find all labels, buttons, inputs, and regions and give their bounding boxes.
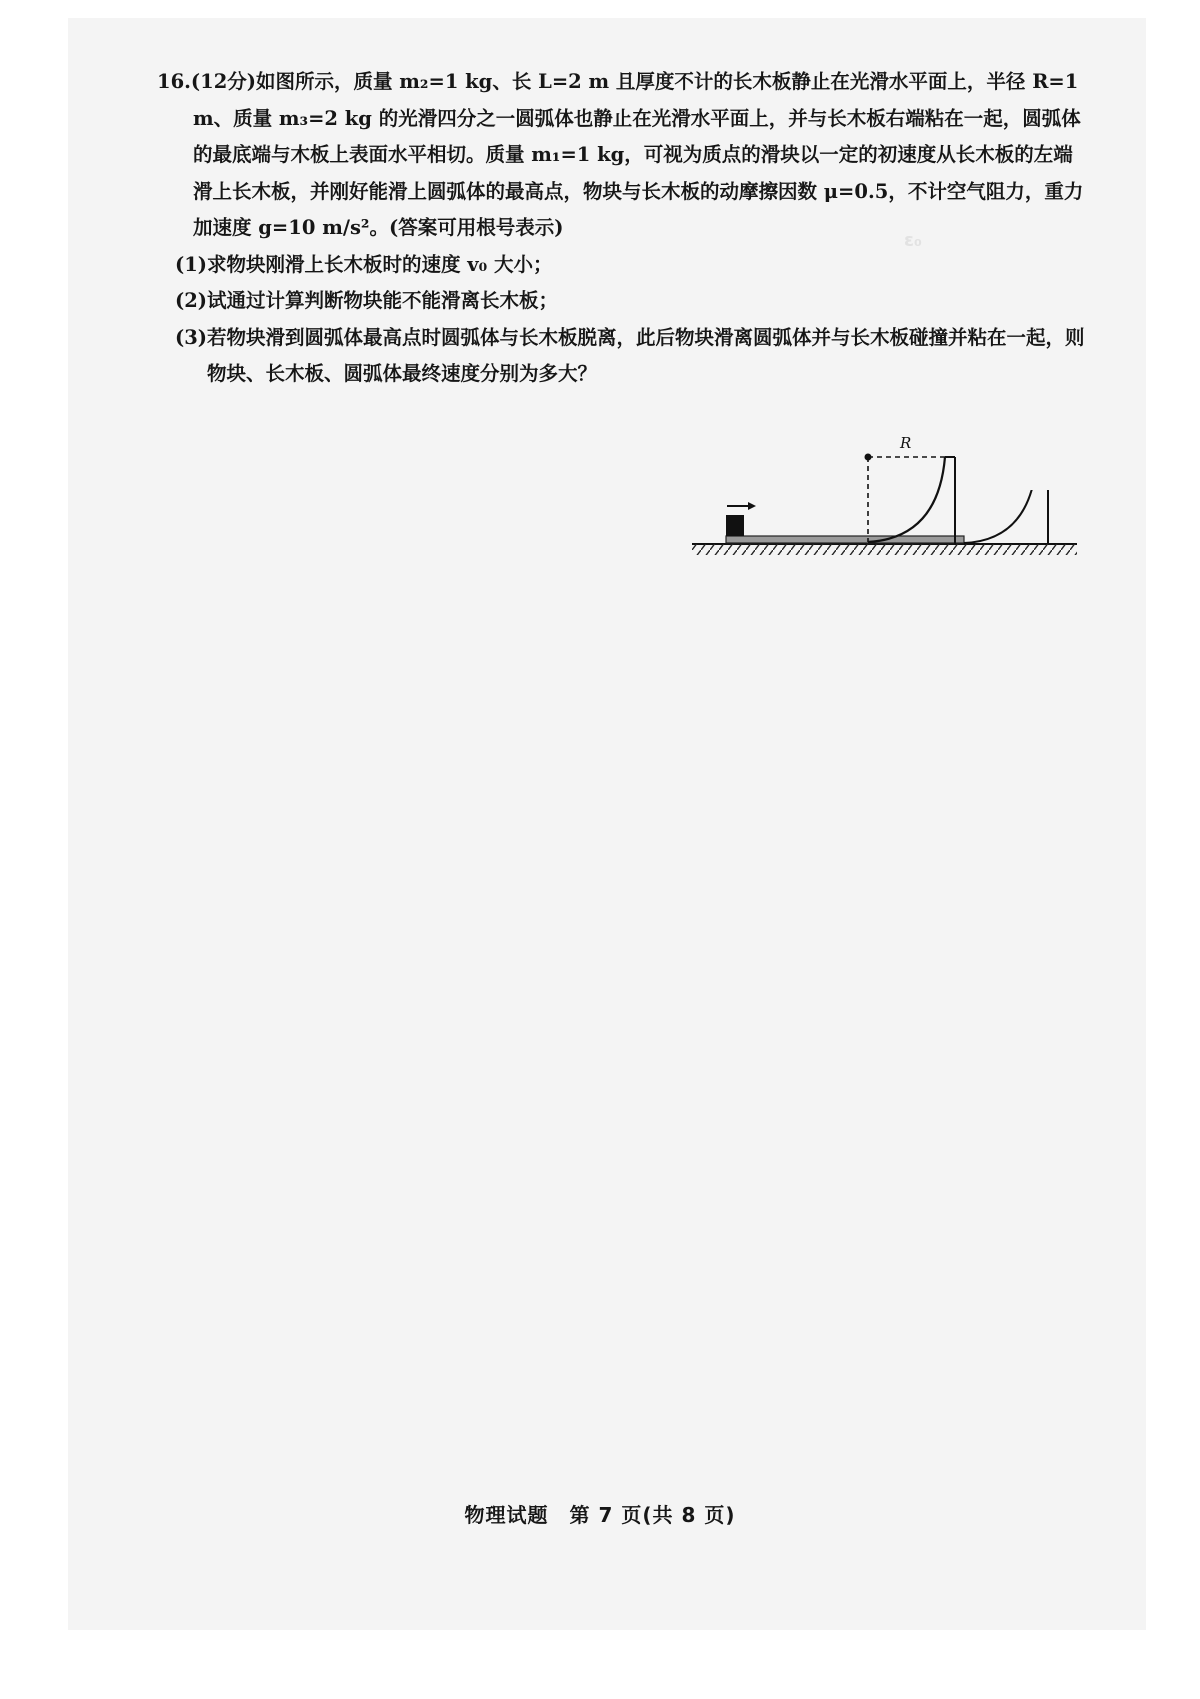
- quarter-arc-body: [964, 490, 1037, 543]
- radius-label: R: [900, 434, 912, 452]
- page-footer: 物理试题 第 7 页(共 8 页): [464, 1503, 736, 1527]
- question-16: [157, 64, 1087, 393]
- question-stem: 16.(12分)如图所示，质量 m₂=1 kg、长 L=2 m 且厚度不计的长木板静止在光滑水平面上，半径 R=1 m、质量 m₃=2 kg 的光滑四分之一圆弧体也静止在光滑水平面上，并与长木板右端粘在一起，圆弧体的最底端与木板上表面水平相切。质量 m₁=1 kg，可视为质点的滑块以一定的初速度从长木板的左端滑上长木板，并刚好能滑上圆弧体的最高点，物块与长木板的动摩擦因数 μ=0.5，不计空气阻力，重力加速度 g=10 m/s²。(答案可用根号表示): [157, 70, 1084, 239]
- question-part-3: (3)若物块滑到圆弧体最高点时圆弧体与长木板脱离，此后物块滑离圆弧体并与长木板碰撞并粘在一起，则物块、长木板、圆弧体最终速度分别为多大？: [175, 325, 1085, 385]
- arc-curve: [868, 457, 945, 542]
- arc-radius-guides: [860, 430, 970, 550]
- arc-center-point: [865, 454, 872, 461]
- bleed-through-mark: ε₀: [904, 230, 922, 251]
- question-part-1: (1)求物块刚滑上长木板时的速度 v₀ 大小；: [175, 252, 553, 276]
- slider-block: [726, 515, 744, 536]
- velocity-arrowhead: [748, 502, 756, 510]
- question-part-2: (2)试通过计算判断物块能不能滑离长木板；: [175, 289, 559, 312]
